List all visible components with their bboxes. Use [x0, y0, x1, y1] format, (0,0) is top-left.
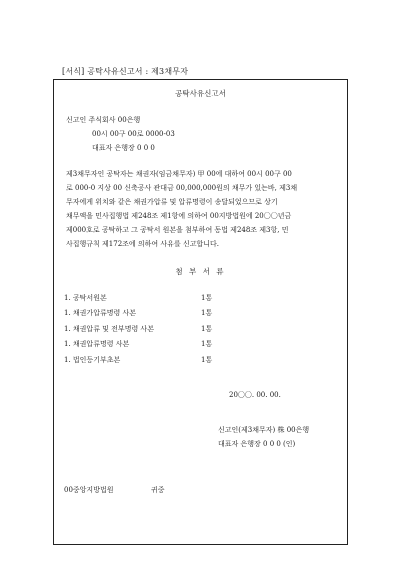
attachment-qty: 1통 — [201, 294, 213, 302]
attachment-qty: 1통 — [201, 309, 213, 317]
court-suffix: 귀중 — [151, 486, 165, 494]
attachment-qty: 1통 — [201, 356, 213, 364]
body-line: 무자에게 위치와 같은 채권가압류 및 압류명령이 송달되었으므로 상기 — [66, 198, 278, 206]
attachment-name: 1. 채권가압류명령 사본 — [64, 309, 136, 317]
attachment-item — [64, 339, 264, 349]
document-title: 공탁사유신고서 — [175, 89, 226, 98]
attachment-qty: 1통 — [201, 325, 213, 333]
attachment-name: 1. 법인등기부초본 — [64, 356, 121, 364]
attachment-item — [64, 293, 264, 303]
attachments-title: 첨 부 서 류 — [175, 267, 226, 276]
body-line: 채무액을 민사집행법 제248조 제1항에 의하여 00지방법원에 20〇〇년금 — [66, 212, 292, 220]
attachment-item — [64, 308, 264, 318]
attachment-item — [64, 324, 264, 334]
body-line: 제000호로 공탁하고 그 공탁서 원본을 첨부하여 동법 제248조 제3항, 민 — [66, 226, 289, 234]
body-line: 로 000-0 지상 00 신축공사 관대금 00,000,000원의 채무가 있는바, 제3채 — [66, 184, 298, 192]
document-date: 20〇〇. 00. 00. — [229, 391, 281, 399]
court-name: 00중앙지방법원 — [64, 486, 114, 494]
attachment-qty: 1통 — [201, 340, 213, 348]
reporter-representative: 대표자 은행장 0 0 0 — [92, 144, 155, 152]
reporter-address: 00시 00구 00로 0000-03 — [92, 130, 175, 138]
attachment-item — [64, 355, 264, 365]
signature-representative: 대표자 은행장 0 0 0 (인) — [218, 440, 296, 448]
attachment-name: 1. 채권압류명령 사본 — [64, 340, 130, 348]
signature-name: 신고인(제3채무자) 株 00은행 — [218, 426, 310, 434]
body-line: 사집행규칙 제172조에 의하여 사유를 신고합니다. — [66, 240, 219, 248]
body-line: 제3채무자인 공탁자는 채권자(임금채무자) 甲 00에 대하여 00시 00구 00 — [66, 170, 292, 178]
attachment-name: 1. 채권압류 및 전부명령 사본 — [64, 325, 154, 333]
attachment-name: 1. 공탁서원본 — [64, 294, 107, 302]
reporter-name: 신고인 주식회사 00은행 — [66, 116, 141, 124]
form-label: [서식] 공탁사유신고서 : 제3채무자 — [62, 67, 189, 76]
document-frame — [53, 79, 348, 545]
